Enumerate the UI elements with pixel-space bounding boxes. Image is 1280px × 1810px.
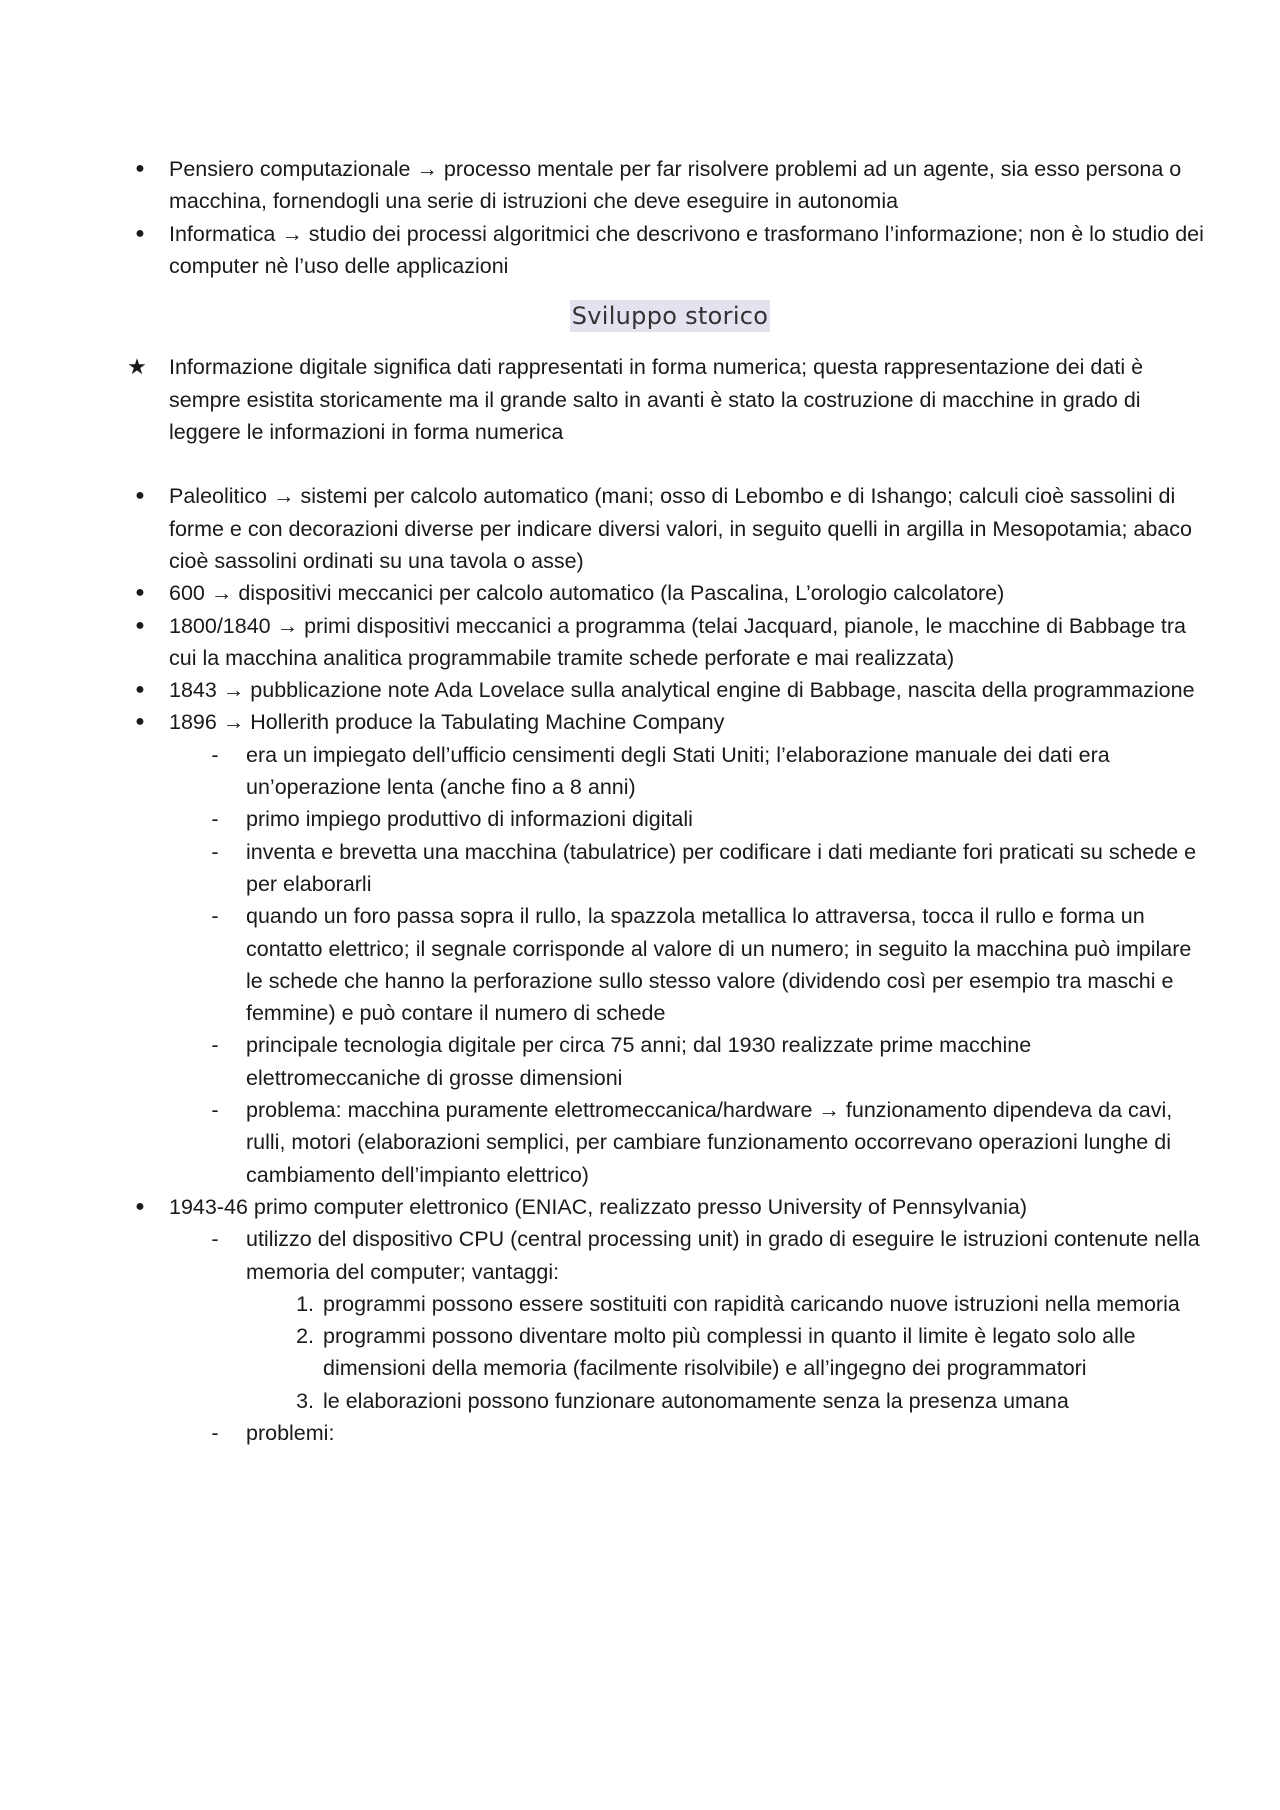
list-item [130,706,1210,738]
bullet-icon: ● [135,713,145,731]
spacer [130,448,1210,480]
list-item-text: 1800/1840 → primi dispositivi meccanici a programma (telai Jacquard, pianole, le macchine di Babbage tra cui la macchina analitica programmabile tramite schede perforate e mai realizzata) [169,613,1186,670]
numbered-item [130,1385,1210,1417]
number-label: 1. [296,1291,314,1316]
sub-list-item [130,739,1210,804]
bullet-icon: ● [135,224,145,242]
sub-list-item-text: problema: macchina puramente elettromeccanica/hardware → funzionamento dipendeva da cavi, rulli, motori (elaborazioni semplici, per cambiare funzionamento occorrevano operazioni lunghe di cambiamento dell’impianto elettrico) [246,1098,1173,1187]
list-item [130,1191,1210,1223]
dash-icon: - [211,1420,219,1445]
bullet-icon: ● [135,1197,145,1215]
bullet-icon: ● [135,160,145,177]
sub-list-item-text: era un impiegato dell’ufficio censimenti degli Stati Uniti; l’elaborazione manuale dei dati era un’operazione lenta (anche fino a 8 anni) [246,742,1110,800]
sub-list-item [130,836,1210,901]
dash-icon: - [211,1098,219,1123]
document-content [127,153,1210,1449]
sub-list-item [130,1417,1210,1449]
dash-icon: - [211,1227,219,1252]
list-item-text: Pensiero computazionale → processo mentale per far risolvere problemi ad un agente, sia esso persona o macchina, fornendogli una serie di istruzioni che deve eseguire in autonomia [169,157,1182,214]
list-item-text: Informatica → studio dei processi algoritmici che descrivono e trasformano l’informazione; non è lo studio dei computer nè l’uso delle applicazioni [169,221,1204,278]
list-item [127,351,1210,448]
sub-list-item-text: utilizzo del dispositivo CPU (central processing unit) in grado di eseguire le istruzioni contenute nella memoria del computer; vantaggi: [246,1227,1200,1284]
list-item-text: 600 → dispositivi meccanici per calcolo automatico (la Pascalina, L’orologio calcolatore) [169,581,1005,606]
numbered-item [130,1320,1210,1385]
sub-list-item [130,1029,1210,1094]
list-item-text: 1843 → pubblicazione note Ada Lovelace sulla analytical engine di Babbage, nascita della programmazione [169,678,1195,703]
bullet-icon: ● [135,681,145,699]
sub-list-item [130,1223,1210,1288]
sub-list-item-text: primo impiego produttivo di informazioni digitali [246,807,693,832]
timeline-list [130,480,1210,1449]
list-item [130,674,1210,706]
section-heading-wrap [130,300,1210,333]
numbered-item-text: programmi possono essere sostituiti con rapidità caricando nuove istruzioni nella memoria [323,1291,1180,1316]
star-icon: ★ [127,354,147,380]
sub-list-item [130,803,1210,835]
list-item [130,480,1210,577]
dash-icon: - [211,807,219,832]
list-item-text: 1943-46 primo computer elettronico (ENIAC, realizzato presso University of Pennsylvania) [169,1194,1027,1219]
number-label: 2. [296,1324,314,1349]
dash-icon: - [211,839,219,864]
section-heading: Sviluppo storico [571,302,769,331]
star-list [127,351,1210,448]
sub-list-item [130,900,1210,1029]
bullet-icon: ● [135,616,145,634]
numbered-item-text: le elaborazioni possono funzionare autonomamente senza la presenza umana [323,1388,1069,1413]
sub-list-item-text: inventa e brevetta una macchina (tabulatrice) per codificare i dati mediante fori praticati su schede e per elaborarli [246,839,1197,896]
bullet-icon: ● [135,584,145,602]
dash-icon: - [211,1033,219,1058]
bullet-icon: ● [135,487,145,505]
intro-list [130,153,1210,282]
list-item [130,153,1210,218]
sub-list-item-text: principale tecnologia digitale per circa 75 anni; dal 1930 realizzate prime macchine elettromeccaniche di grosse dimensioni [246,1033,1032,1090]
list-item [130,577,1210,609]
dash-icon: - [211,904,219,929]
sub-list-item-text: quando un foro passa sopra il rullo, la spazzola metallica lo attraversa, tocca il rullo e forma un contatto elettrico; il segnale corrisponde al valore di un numero; in seguito la macchina può impilare le schede che hanno la perforazione sullo stesso valore (dividendo così per esempio tra maschi e femmine) e può contare il numero di schede [246,904,1192,1026]
dash-icon: - [211,742,219,767]
list-item-text: 1896 → Hollerith produce la Tabulating Machine Company [169,710,725,735]
list-item-text: Paleolitico → sistemi per calcolo automatico (mani; osso di Lebombo e di Ishango; calculi cioè sassolini di forme e con decorazioni diverse per indicare diversi valori, in seguito quelli in argilla in Mesopotamia; abaco cioè sassolini ordinati su una tavola o asse) [169,484,1192,573]
list-item-text: Informazione digitale significa dati rappresentati in forma numerica; questa rappresentazione dei dati è sempre esistita storicamente ma il grande salto in avanti è stato la costruzione di macchine in grado di leggere le informazioni in forma numerica [169,355,1144,445]
list-item [130,218,1210,283]
number-label: 3. [296,1388,314,1413]
sub-list-item [130,1094,1210,1191]
numbered-item-text: programmi possono diventare molto più complessi in quanto il limite è legato solo alle dimensioni della memoria (facilmente risolvibile) e all’ingegno dei programmatori [323,1324,1136,1381]
numbered-item [130,1288,1210,1320]
sub-list-item-text: problemi: [246,1420,335,1445]
list-item [130,610,1210,675]
